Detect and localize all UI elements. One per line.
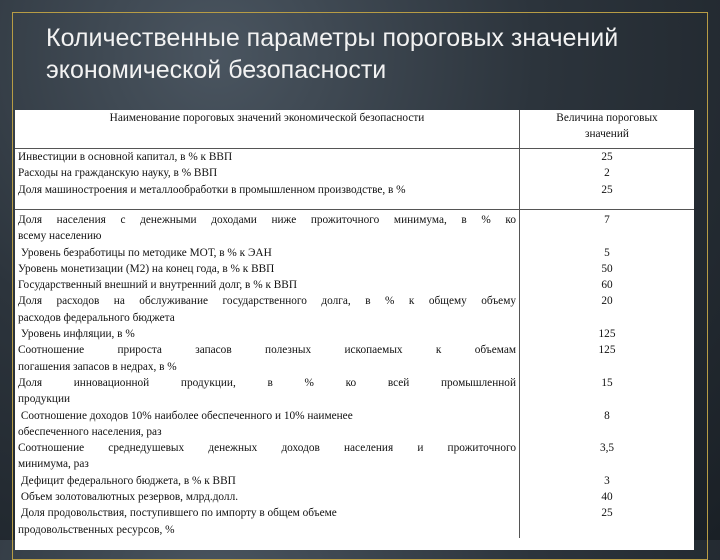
row-value: 125 bbox=[598, 328, 616, 341]
row-value: 60 bbox=[601, 279, 613, 292]
thresholds-table bbox=[15, 110, 694, 550]
table-row-group-1 bbox=[15, 149, 694, 210]
row-name: Уровень безработицы по методике МОТ, в % к ЭАН bbox=[18, 246, 272, 259]
row-name: Государственный внешний и внутренний долг, в % к ВВП bbox=[18, 279, 297, 292]
row-value: 3,5 bbox=[599, 442, 615, 455]
row-name: Уровень инфляции, в % bbox=[18, 328, 135, 341]
row-name: Доля населения с денежными доходами ниже прожиточного минимума, в % ко bbox=[18, 214, 516, 226]
header-value-cell bbox=[520, 110, 694, 148]
row-value: 3 bbox=[604, 474, 610, 487]
row-value: 7 bbox=[604, 214, 610, 226]
row-name: обеспеченного населения, раз bbox=[18, 425, 162, 438]
row-name: продовольственных ресурсов, % bbox=[18, 523, 175, 536]
title-line-1: Количественные параметры пороговых значений bbox=[46, 24, 619, 52]
row-name: Доля расходов на обслуживание государственного долга, в % к общему объему bbox=[18, 295, 516, 308]
row-value: 40 bbox=[601, 491, 613, 504]
row-name: Дефицит федерального бюджета, в % к ВВП bbox=[18, 474, 236, 487]
header-value-line-1: Величина пороговых bbox=[556, 112, 658, 124]
row-name: Доля продовольствия, поступившего по импорту в общем объеме bbox=[18, 507, 337, 520]
table-row-group-2 bbox=[15, 210, 694, 538]
row-name: Доля инновационной продукции, в % ко всей промышленной bbox=[18, 376, 516, 389]
row-value: 2 bbox=[604, 167, 610, 180]
row-name: минимума, раз bbox=[18, 458, 89, 471]
group-2-values bbox=[520, 210, 694, 538]
row-name: Доля машиностроения и металлообработки в промышленном производстве, в % bbox=[18, 183, 406, 196]
row-value: 25 bbox=[601, 507, 613, 520]
group-2-names bbox=[15, 210, 520, 538]
row-name: Расходы на гражданскую науку, в % ВВП bbox=[18, 167, 218, 180]
row-value: 25 bbox=[601, 183, 613, 196]
header-name-cell bbox=[15, 110, 520, 148]
row-value: 25 bbox=[601, 151, 613, 163]
row-name: Объем золотовалютных резервов, млрд.долл. bbox=[18, 491, 239, 504]
slide-title bbox=[46, 22, 706, 86]
row-name: Уровень монетизации (М2) на конец года, в % к ВВП bbox=[18, 262, 275, 275]
row-value: 8 bbox=[604, 409, 610, 422]
row-value-blank bbox=[520, 359, 694, 375]
group-1-names bbox=[15, 149, 520, 209]
row-name: Инвестиции в основной капитал, в % к ВВП bbox=[18, 151, 233, 163]
group-1-values bbox=[520, 149, 694, 209]
row-name: Соотношение среднедушевых денежных доходов населения и прожиточного bbox=[18, 442, 516, 455]
row-name: Соотношение доходов 10% наиболее обеспеченного и 10% наименее bbox=[18, 409, 353, 422]
row-name: Соотношение прироста запасов полезных ископаемых к объемам bbox=[18, 344, 516, 357]
header-value-line-2: значений bbox=[585, 128, 629, 141]
table-header-row bbox=[15, 110, 694, 149]
row-value-blank bbox=[520, 522, 694, 538]
row-value: 50 bbox=[601, 262, 613, 275]
row-value: 125 bbox=[598, 344, 616, 357]
row-value-blank bbox=[520, 424, 694, 440]
row-value-blank bbox=[520, 310, 694, 326]
row-name: всему населению bbox=[18, 230, 102, 243]
row-name: расходов федерального бюджета bbox=[18, 311, 175, 324]
row-value: 20 bbox=[601, 295, 613, 308]
row-value: 15 bbox=[601, 376, 613, 389]
row-value-blank bbox=[520, 391, 694, 407]
row-value: 5 bbox=[604, 246, 610, 259]
row-name: продукции bbox=[18, 393, 71, 406]
title-line-2: экономической безопасности bbox=[46, 56, 387, 84]
header-name: Наименование пороговых значений экономической безопасности bbox=[109, 112, 425, 124]
row-name: погашения запасов в недрах, в % bbox=[18, 360, 177, 373]
row-value-blank bbox=[520, 456, 694, 472]
row-value-blank bbox=[520, 228, 694, 244]
